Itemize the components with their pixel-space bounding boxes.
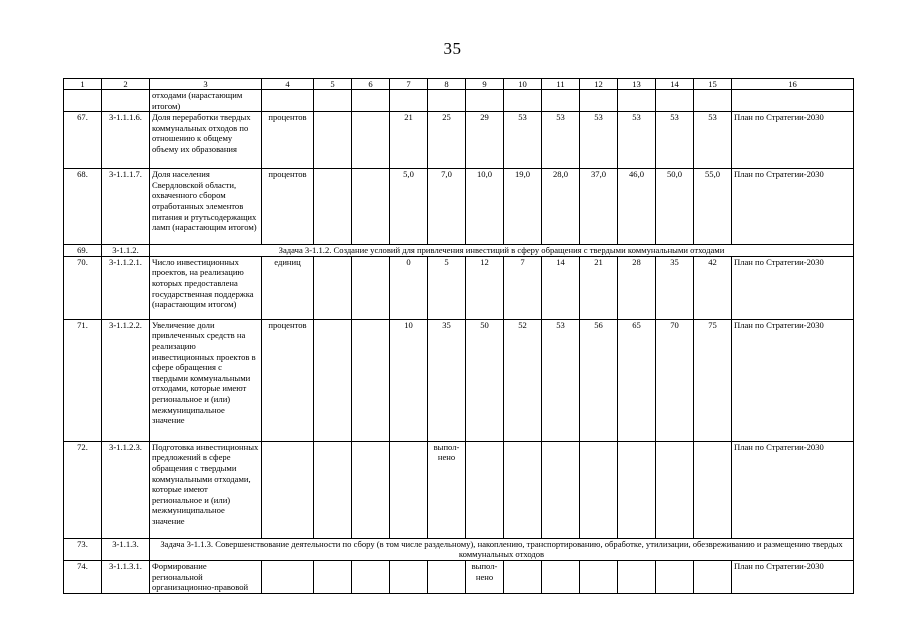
source-note: План по Стратегии-2030 — [732, 319, 854, 441]
value-cell-col-7: 21 — [390, 112, 428, 169]
indicator-name: Подготовка инвестиционных предложений в сфере обращения с твердыми коммунальными отходами, которые имеют региональное и (или) межмуниципальное значение — [150, 441, 262, 538]
value-cell-col-5 — [314, 319, 352, 441]
column-header-14: 14 — [656, 79, 694, 90]
value-cell-col-14 — [656, 560, 694, 593]
task-title: Задача 3-1.1.2. Создание условий для привлечения инвестиций в сферу обращения с твердыми коммунальными отходами — [150, 245, 854, 257]
value-cell-col-11 — [542, 560, 580, 593]
value-cell-col-9 — [466, 90, 504, 112]
value-cell-col-10: 19,0 — [504, 169, 542, 245]
unit-cell — [262, 90, 314, 112]
table-row — [64, 112, 854, 169]
value-cell-col-11 — [542, 90, 580, 112]
value-cell-col-12: 21 — [580, 256, 618, 319]
value-cell-col-12 — [580, 560, 618, 593]
value-cell-col-5 — [314, 90, 352, 112]
table-row — [64, 441, 854, 538]
indicator-code: 3-1.1.2.2. — [102, 319, 150, 441]
indicator-name: Доля населения Свердловской области, охваченного сбором отработанных элементов питания и ртутьсодержащих ламп (нарастающим итогом) — [150, 169, 262, 245]
value-cell-col-7: 10 — [390, 319, 428, 441]
row-number: 68. — [64, 169, 102, 245]
indicator-code — [102, 90, 150, 112]
value-cell-col-7: 5,0 — [390, 169, 428, 245]
column-header-11: 11 — [542, 79, 580, 90]
value-cell-col-8: 35 — [428, 319, 466, 441]
task-row — [64, 538, 854, 560]
row-number: 71. — [64, 319, 102, 441]
value-cell-col-14: 53 — [656, 112, 694, 169]
value-cell-col-14: 35 — [656, 256, 694, 319]
row-number: 69. — [64, 245, 102, 257]
unit-cell: процентов — [262, 169, 314, 245]
value-cell-col-15 — [694, 90, 732, 112]
source-note: План по Стратегии-2030 — [732, 256, 854, 319]
unit-cell: единиц — [262, 256, 314, 319]
value-cell-col-15: 75 — [694, 319, 732, 441]
row-number: 72. — [64, 441, 102, 538]
value-cell-col-9: выпол-нено — [466, 560, 504, 593]
value-cell-col-6 — [352, 441, 390, 538]
value-cell-col-5 — [314, 441, 352, 538]
value-cell-col-5 — [314, 169, 352, 245]
source-note: План по Стратегии-2030 — [732, 112, 854, 169]
table-row — [64, 256, 854, 319]
source-note — [732, 90, 854, 112]
value-cell-col-14 — [656, 441, 694, 538]
value-cell-col-8: 5 — [428, 256, 466, 319]
value-cell-col-12 — [580, 90, 618, 112]
value-cell-col-13 — [618, 441, 656, 538]
value-cell-col-10 — [504, 90, 542, 112]
value-cell-col-8 — [428, 90, 466, 112]
page-bottom-margin — [0, 608, 905, 640]
value-cell-col-10: 52 — [504, 319, 542, 441]
value-cell-col-13: 53 — [618, 112, 656, 169]
value-cell-col-7: 0 — [390, 256, 428, 319]
value-cell-col-10 — [504, 441, 542, 538]
value-cell-col-15 — [694, 441, 732, 538]
value-cell-col-6 — [352, 560, 390, 593]
value-cell-col-7 — [390, 441, 428, 538]
value-cell-col-6 — [352, 112, 390, 169]
value-cell-col-12 — [580, 441, 618, 538]
value-cell-col-13 — [618, 560, 656, 593]
column-header-row — [64, 79, 854, 90]
unit-cell: процентов — [262, 112, 314, 169]
task-title: Задача 3-1.1.3. Совершенствование деятельности по сбору (в том числе раздельному), накоплению, транспортированию, обработке, утилизации, обезвреживанию и размещению твердых коммунальных отходов — [150, 538, 854, 560]
value-cell-col-14: 70 — [656, 319, 694, 441]
value-cell-col-8 — [428, 560, 466, 593]
indicator-code: 3-1.1.2. — [102, 245, 150, 257]
value-cell-col-11: 28,0 — [542, 169, 580, 245]
value-cell-col-11 — [542, 441, 580, 538]
table-row — [64, 90, 854, 112]
column-header-10: 10 — [504, 79, 542, 90]
table-row — [64, 169, 854, 245]
page-number: 35 — [443, 39, 462, 58]
value-cell-col-13: 46,0 — [618, 169, 656, 245]
value-cell-col-9 — [466, 441, 504, 538]
column-header-2: 2 — [102, 79, 150, 90]
value-cell-col-11: 53 — [542, 112, 580, 169]
row-number: 74. — [64, 560, 102, 593]
value-cell-col-6 — [352, 319, 390, 441]
row-number — [64, 90, 102, 112]
column-header-4: 4 — [262, 79, 314, 90]
indicator-name: Число инвестиционных проектов, на реализацию которых предоставлена государственная поддержка (нарастающим итогом) — [150, 256, 262, 319]
unit-cell — [262, 560, 314, 593]
value-cell-col-6 — [352, 169, 390, 245]
indicator-code: 3-1.1.1.7. — [102, 169, 150, 245]
value-cell-col-15: 53 — [694, 112, 732, 169]
value-cell-col-12: 37,0 — [580, 169, 618, 245]
value-cell-col-5 — [314, 112, 352, 169]
value-cell-col-14: 50,0 — [656, 169, 694, 245]
value-cell-col-8: 7,0 — [428, 169, 466, 245]
row-number: 73. — [64, 538, 102, 560]
column-header-8: 8 — [428, 79, 466, 90]
value-cell-col-9: 29 — [466, 112, 504, 169]
value-cell-col-10: 53 — [504, 112, 542, 169]
value-cell-col-6 — [352, 256, 390, 319]
column-header-3: 3 — [150, 79, 262, 90]
value-cell-col-5 — [314, 560, 352, 593]
source-note: План по Стратегии-2030 — [732, 560, 854, 593]
value-cell-col-10 — [504, 560, 542, 593]
indicator-code: 3-1.1.1.6. — [102, 112, 150, 169]
column-header-15: 15 — [694, 79, 732, 90]
indicators-table — [63, 78, 854, 594]
value-cell-col-13 — [618, 90, 656, 112]
value-cell-col-5 — [314, 256, 352, 319]
indicator-name: Увеличение доли привлеченных средств на реализацию инвестиционных проектов в сфере обращения с твердыми коммунальными отходами, которые имеют региональное и (или) межмуниципальное значение — [150, 319, 262, 441]
column-header-6: 6 — [352, 79, 390, 90]
indicator-code: 3-1.1.3.1. — [102, 560, 150, 593]
value-cell-col-15 — [694, 560, 732, 593]
table-row — [64, 560, 854, 593]
indicator-code: 3-1.1.3. — [102, 538, 150, 560]
indicator-code: 3-1.1.2.1. — [102, 256, 150, 319]
value-cell-col-7 — [390, 560, 428, 593]
column-header-12: 12 — [580, 79, 618, 90]
indicator-name: отходами (нарастающим итогом) — [150, 90, 262, 112]
indicator-code: 3-1.1.2.3. — [102, 441, 150, 538]
value-cell-col-8: выпол-нено — [428, 441, 466, 538]
unit-cell: процентов — [262, 319, 314, 441]
column-header-1: 1 — [64, 79, 102, 90]
value-cell-col-9: 50 — [466, 319, 504, 441]
table-row — [64, 319, 854, 441]
value-cell-col-13: 65 — [618, 319, 656, 441]
source-note: План по Стратегии-2030 — [732, 169, 854, 245]
value-cell-col-7 — [390, 90, 428, 112]
value-cell-col-14 — [656, 90, 694, 112]
column-header-9: 9 — [466, 79, 504, 90]
value-cell-col-12: 53 — [580, 112, 618, 169]
value-cell-col-15: 55,0 — [694, 169, 732, 245]
value-cell-col-11: 53 — [542, 319, 580, 441]
column-header-7: 7 — [390, 79, 428, 90]
column-header-13: 13 — [618, 79, 656, 90]
task-row — [64, 245, 854, 257]
row-number: 67. — [64, 112, 102, 169]
value-cell-col-8: 25 — [428, 112, 466, 169]
value-cell-col-15: 42 — [694, 256, 732, 319]
value-cell-col-9: 10,0 — [466, 169, 504, 245]
value-cell-col-6 — [352, 90, 390, 112]
table-body — [64, 79, 854, 594]
column-header-5: 5 — [314, 79, 352, 90]
indicator-name: Формирование региональной организационно-правовой — [150, 560, 262, 593]
column-header-16: 16 — [732, 79, 854, 90]
value-cell-col-13: 28 — [618, 256, 656, 319]
value-cell-col-10: 7 — [504, 256, 542, 319]
row-number: 70. — [64, 256, 102, 319]
value-cell-col-12: 56 — [580, 319, 618, 441]
indicator-name: Доля переработки твердых коммунальных отходов по отношению к общему объему их образования — [150, 112, 262, 169]
unit-cell — [262, 441, 314, 538]
source-note: План по Стратегии-2030 — [732, 441, 854, 538]
value-cell-col-9: 12 — [466, 256, 504, 319]
value-cell-col-11: 14 — [542, 256, 580, 319]
